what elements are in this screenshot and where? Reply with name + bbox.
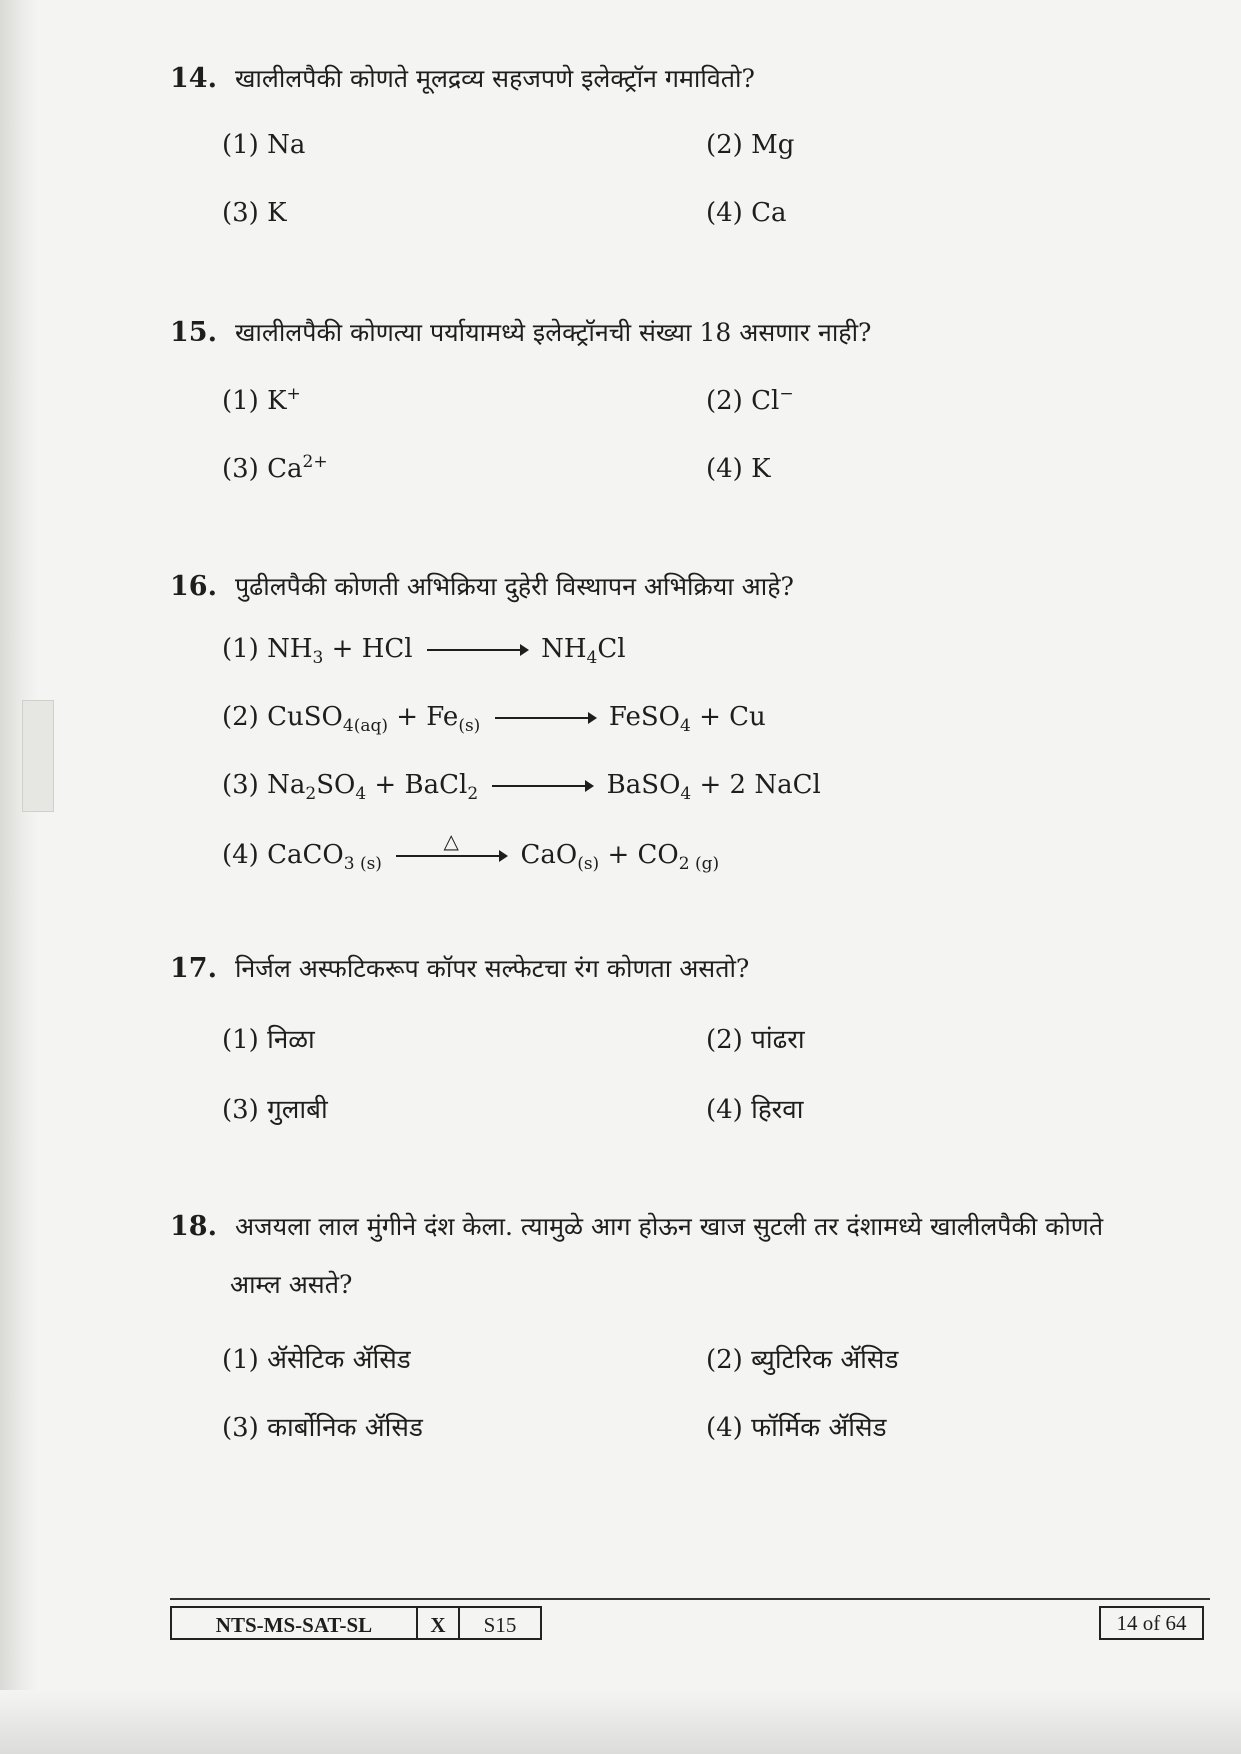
option-label: (2) — [222, 702, 259, 732]
paper-code: NTS-MS-SAT-SL — [215, 1613, 373, 1637]
option-label: (4) — [222, 840, 259, 870]
q17-option-4[interactable]: (4) हिरवा — [706, 1095, 804, 1125]
reaction-arrow — [427, 649, 527, 651]
reaction-arrow — [492, 785, 592, 787]
option-label: (1) K — [222, 386, 287, 416]
q16-option-1[interactable] — [222, 634, 626, 668]
products: BaSO$_4$ + 2 NaCl — [606, 770, 821, 804]
q17-option-1[interactable]: (1) निळा — [222, 1025, 315, 1055]
question-text-line-2: आम्ल असते? — [230, 1270, 353, 1299]
reactants: CuSO$_{4(aq)}$ + $Fe_{(s)}$ — [267, 702, 481, 736]
question-number: 16. — [170, 571, 217, 602]
reaction-arrow-heat — [396, 829, 506, 857]
q18-option-3[interactable]: (3) कार्बोनिक ॲसिड — [222, 1413, 423, 1443]
question-text: खालीलपैकी कोणत्या पर्यायामध्ये इलेक्ट्रॉनची संख्या 18 असणार नाही? — [234, 318, 872, 347]
q17-option-3[interactable]: (3) गुलाबी — [222, 1095, 328, 1125]
q14-option-4[interactable]: (4) Ca — [706, 198, 787, 228]
class-code: X — [430, 1613, 446, 1637]
q14-option-3[interactable]: (3) K — [222, 198, 287, 228]
question-text: निर्जल अस्फटिकरूप कॉपर सल्फेटचा रंग कोणता असतो? — [234, 954, 750, 983]
question-number: 15. — [170, 317, 217, 348]
reactants: $NH_3$ + HCl — [267, 634, 413, 668]
products: FeSO$_4$ + Cu — [608, 702, 766, 736]
reactants: CaCO$_{3 (s)}$ — [267, 840, 382, 874]
question-15 — [170, 316, 871, 350]
question-text: पुढीलपैकी कोणती अभिक्रिया दुहेरी विस्थापन अभिक्रिया आहे? — [234, 572, 794, 601]
page-left-edge — [0, 0, 38, 1754]
q18-option-4[interactable]: (4) फॉर्मिक ॲसिड — [706, 1413, 887, 1443]
q15-option-1[interactable] — [222, 384, 301, 416]
question-14 — [170, 62, 755, 96]
question-17 — [170, 952, 749, 986]
page-number: 14 of 64 — [1099, 1606, 1204, 1640]
q16-option-2[interactable] — [222, 702, 766, 736]
question-18-continued — [230, 1268, 352, 1302]
option-label: (2) Cl — [706, 386, 780, 416]
charge-superscript: 2+ — [302, 452, 328, 472]
option-label: (4) K — [706, 454, 771, 484]
q18-option-2[interactable]: (2) ब्युटिरिक ॲसिड — [706, 1345, 899, 1375]
products: $CaO_{(s)} + CO_{2 (g)}$ — [520, 840, 720, 874]
binding-tab — [22, 700, 54, 812]
page-bottom-edge — [0, 1690, 1241, 1754]
question-text-line-1: अजयला लाल मुंगीने दंश केला. त्यामुळे आग होऊन खाज सुटली तर दंशामध्ये खालीलपैकी कोणते — [234, 1212, 1104, 1241]
q14-option-1[interactable]: (1) Na — [222, 130, 306, 160]
option-label: (1) — [222, 634, 259, 664]
q16-option-3[interactable] — [222, 770, 821, 804]
option-label: (3) — [222, 770, 259, 800]
question-16 — [170, 570, 794, 604]
question-text: खालीलपैकी कोणते मूलद्रव्य सहजपणे इलेक्ट्रॉन गमावितो? — [234, 64, 755, 93]
q15-option-4[interactable] — [706, 452, 771, 484]
question-number: 17. — [170, 953, 217, 984]
set-code: S15 — [483, 1613, 517, 1637]
reactants: $Na_2SO_4$ + BaCl$_2$ — [267, 770, 479, 804]
charge-superscript: + — [286, 384, 301, 404]
products: $NH_4Cl$ — [541, 634, 626, 668]
reaction-arrow — [495, 717, 595, 719]
footer-rule — [170, 1598, 1210, 1600]
paper-code-box — [170, 1606, 542, 1640]
charge-superscript: − — [779, 384, 794, 404]
q14-option-2[interactable]: (2) Mg — [706, 130, 795, 160]
question-number: 18. — [170, 1211, 217, 1242]
option-label: (3) Ca — [222, 454, 303, 484]
question-18 — [170, 1210, 1210, 1244]
q17-option-2[interactable]: (2) पांढरा — [706, 1025, 805, 1055]
q18-option-1[interactable]: (1) ॲसेटिक ॲसिड — [222, 1345, 411, 1375]
q15-option-2[interactable] — [706, 384, 794, 416]
q15-option-3[interactable] — [222, 452, 328, 484]
question-number: 14. — [170, 63, 217, 94]
q16-option-4[interactable] — [222, 829, 720, 874]
heat-symbol: △ — [443, 829, 459, 853]
